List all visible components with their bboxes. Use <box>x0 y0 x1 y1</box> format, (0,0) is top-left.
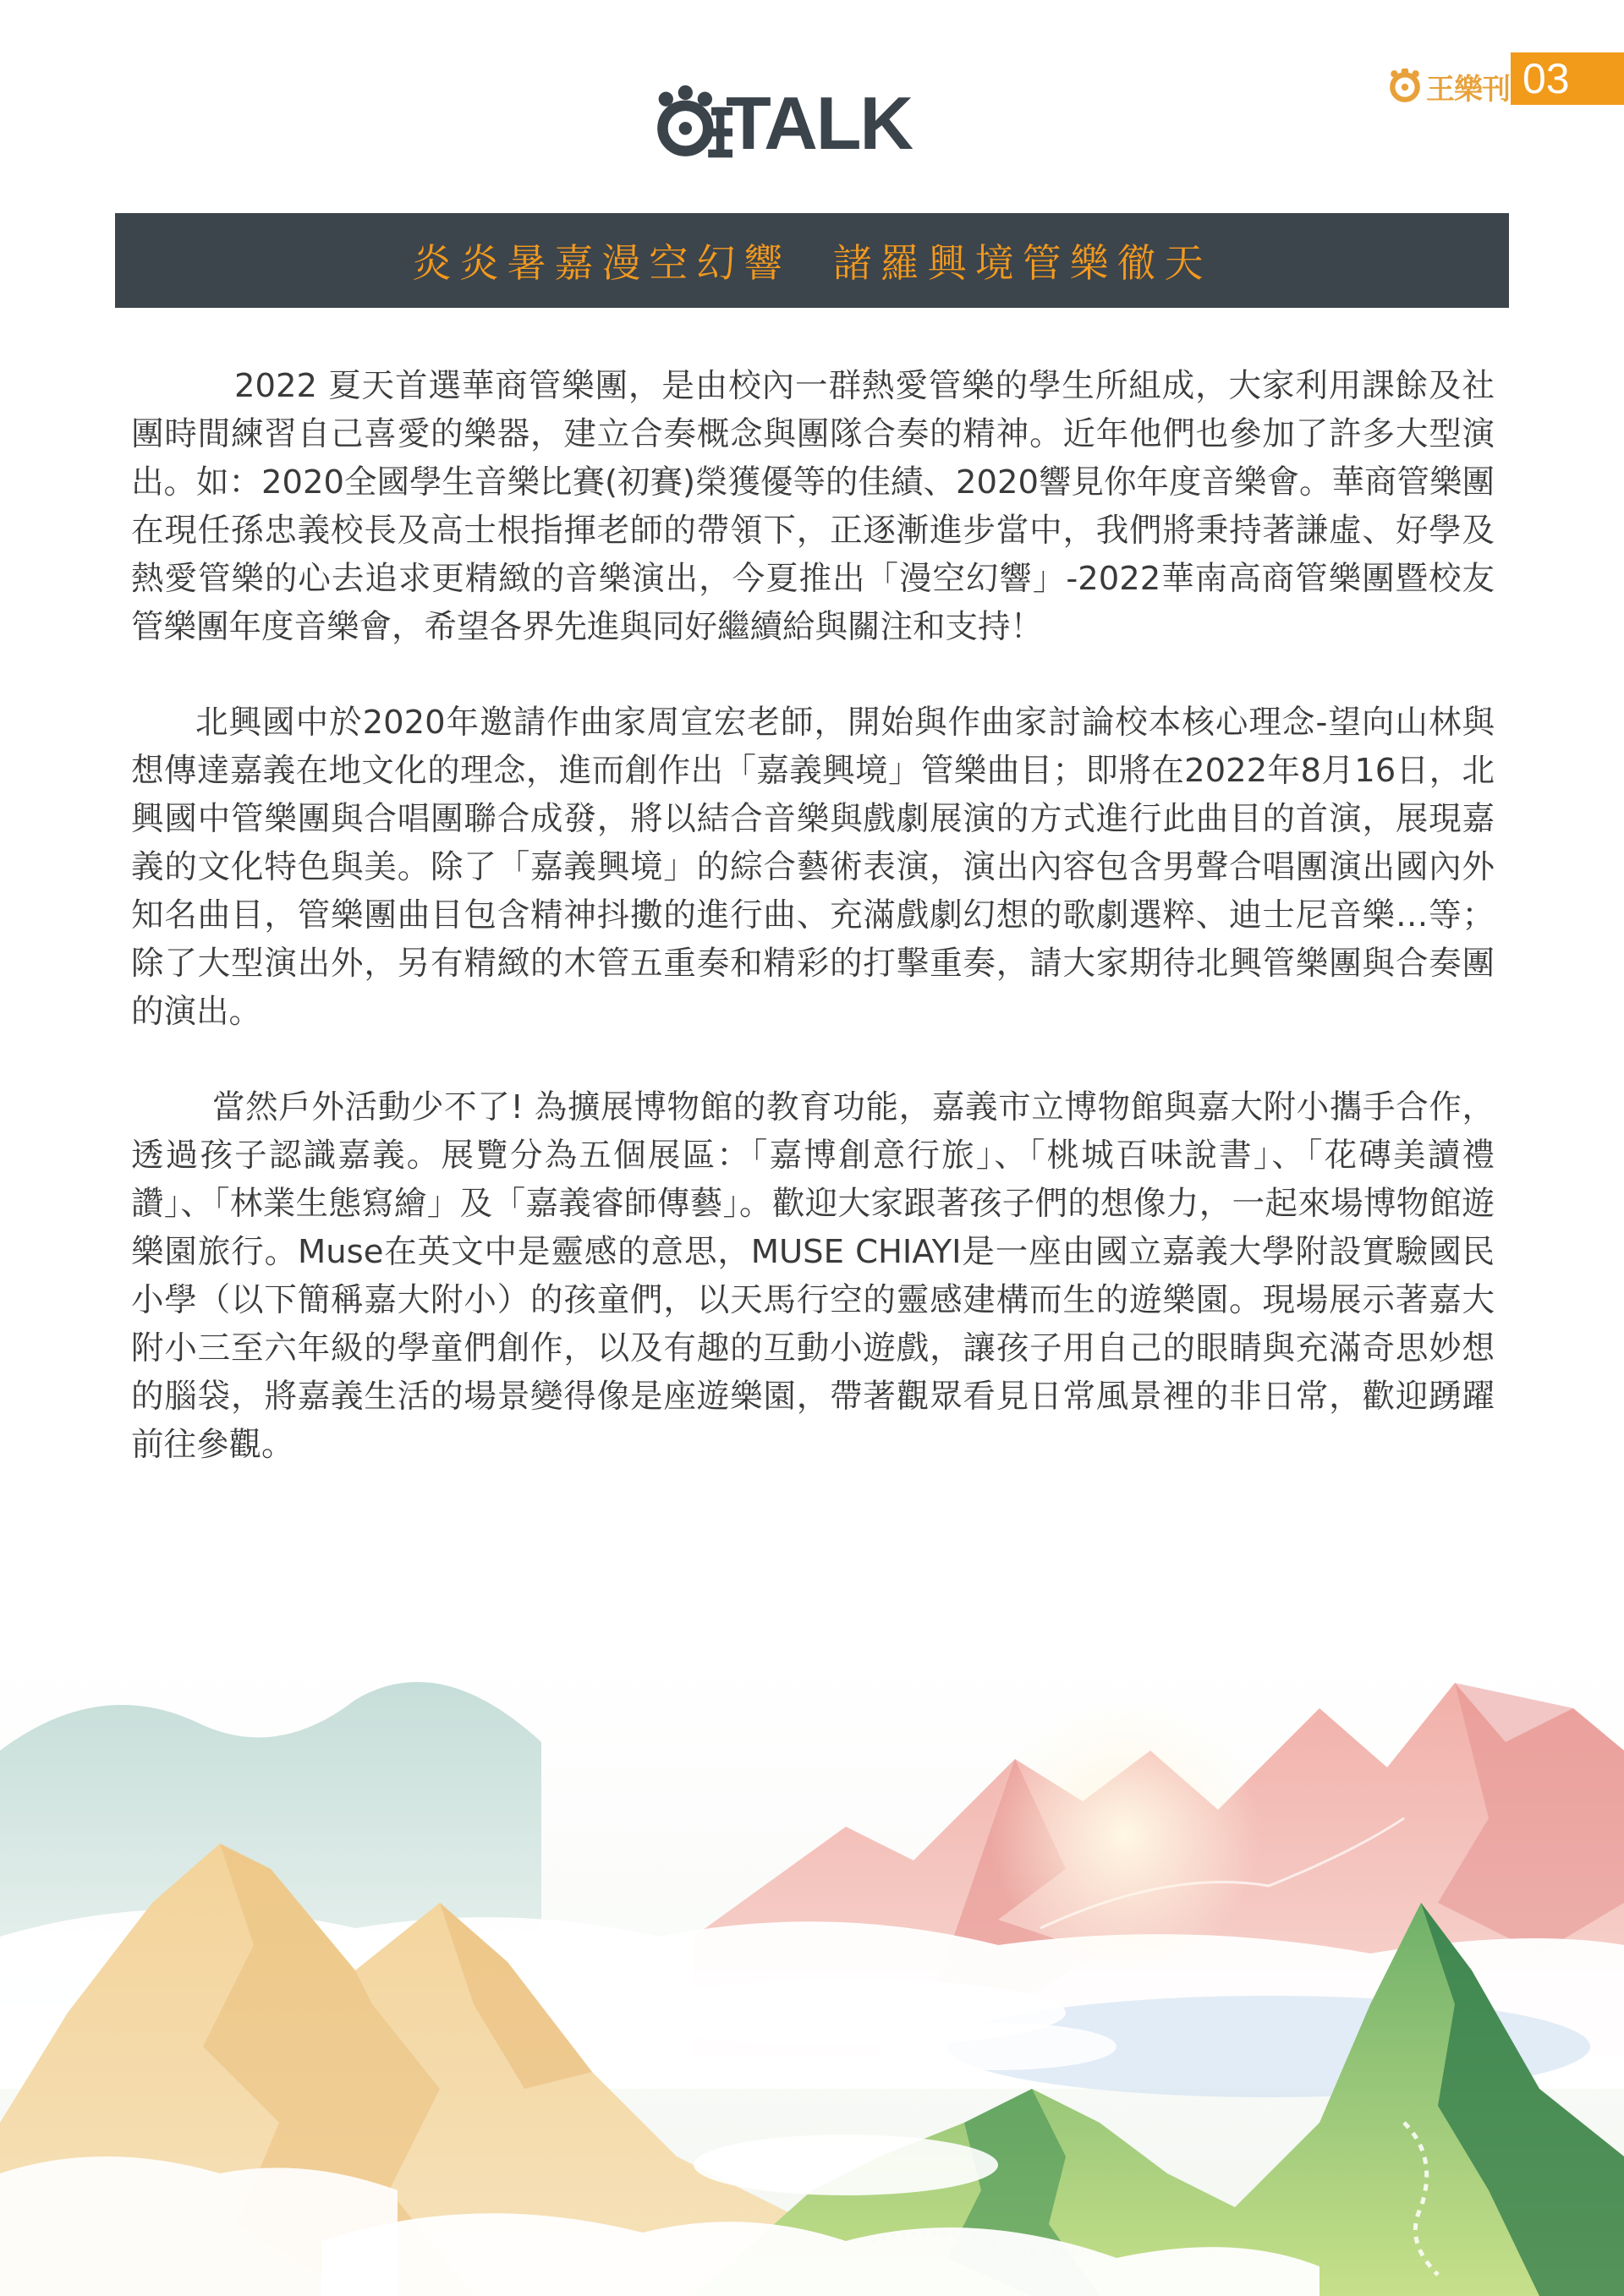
masthead-logo <box>651 81 912 166</box>
page-number: 03 <box>1511 52 1624 105</box>
banner-title: 炎炎暑嘉漫空幻響 諸羅興境管樂徹天 <box>412 240 1212 286</box>
brand-logo <box>1387 61 1510 112</box>
masthead-flower-icon <box>651 83 732 164</box>
brand-flower-icon <box>1387 68 1423 104</box>
brand-text: 王樂刊 <box>1426 72 1510 107</box>
mountain-landscape-illustration <box>0 1649 1624 2296</box>
paragraph-museum-exhibition: 當然戶外活動少不了! 為擴展博物館的教育功能，嘉義市立博物館與嘉大附小攜手合作，透過孩子認識嘉義。展覽分為五個展區：「嘉博創意行旅」、「桃城百味說書」、「花磚美讀禮讚」、「林業生態寫繪」及「嘉義睿師傳藝」。歡迎大家跟著孩子們的想像力，一起來場博物館遊樂園旅行。Muse在英文中是靈感的意思，MUSE CHIAYI是一座由國立嘉義大學附設實驗國民小學（以下簡稱嘉大附小）的孩童們，以天馬行空的靈感建構而生的遊樂園。現場展示著嘉大附小三至六年級的學童們創作，以及有趣的互動小遊戲，讓孩子用自己的眼睛與充滿奇思妙想的腦袋，將嘉義生活的場景變得像是座遊樂園，帶著觀眾看見日常風景裡的非日常，歡迎踴躍前往參觀。 <box>131 1088 1495 1464</box>
title-banner <box>115 213 1509 308</box>
paragraph-beixing-concert: 北興國中於2020年邀請作曲家周宣宏老師，開始與作曲家討論校本核心理念-望向山林與想傳達嘉義在地文化的理念，進而創作出「嘉義興境」管樂曲目；即將在2022年8月16日，北興國中管樂團與合唱團聯合成發，將以結合音樂與戲劇展演的方式進行此曲目的首演，展現嘉義的文化特色與美。除了「嘉義興境」的綜合藝術表演，演出內容包含男聲合唱團演出國內外知名曲目，管樂團曲目包含精神抖擻的進行曲、充滿戲劇幻想的歌劇選粹、迪士尼音樂…等；除了大型演出外，另有精緻的木管五重奏和精彩的打擊重奏，請大家期待北興管樂團與合奏團的演出。 <box>131 704 1495 1031</box>
masthead-text: TALK <box>726 81 913 165</box>
article-body <box>131 362 1495 1516</box>
paragraph-band-concert: 2022 夏天首選華商管樂團，是由校內一群熱愛管樂的學生所組成，大家利用課餘及社團時間練習自己喜愛的樂器，建立合奏概念與團隊合奏的精神。近年他們也參加了許多大型演出。如：2020全國學生音樂比賽(初賽)榮獲優等的佳績、2020響見你年度音樂會。華商管樂團在現任孫忠義校長及高士根指揮老師的帶領下，正逐漸進步當中，我們將秉持著謙虛、好學及熱愛管樂的心去追求更精緻的音樂演出，今夏推出「漫空幻響」-2022華南高商管樂團暨校友管樂團年度音樂會，希望各界先進與同好繼續給與關注和支持！ <box>131 367 1495 646</box>
